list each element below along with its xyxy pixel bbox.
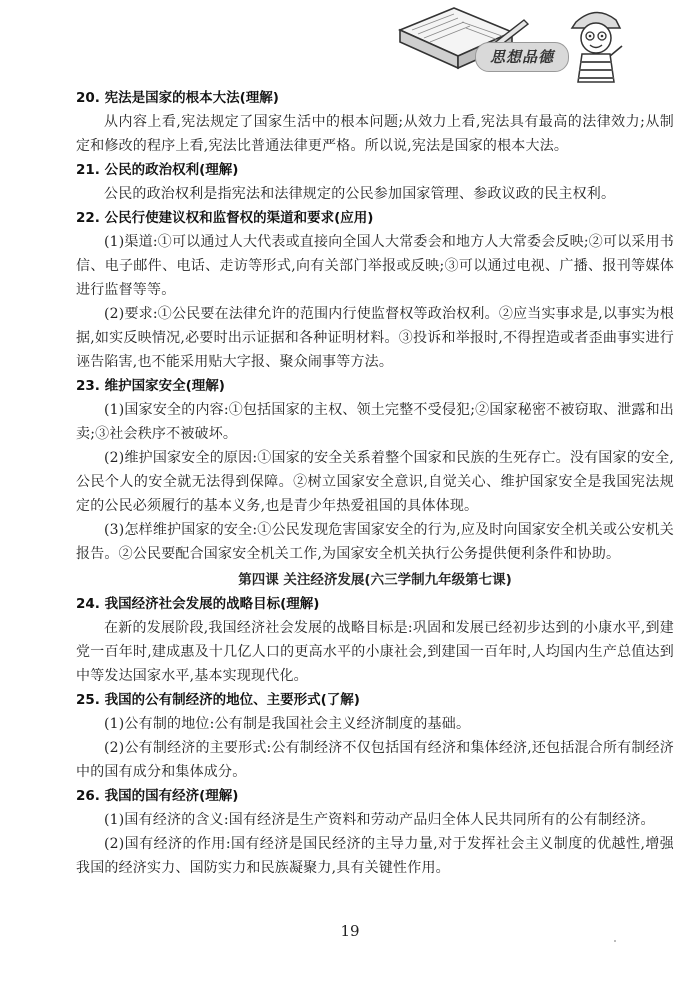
- page-header: [0, 0, 700, 90]
- section-heading: 26. 我国的国有经济(理解): [76, 788, 239, 804]
- page-number: 19: [340, 922, 360, 940]
- paragraph: (2)维护国家安全的原因:①国家的安全关系着整个国家和民族的生死存亡。没有国家的安全,公民个人的安全就无法得到保障。②树立国家安全意识,自觉关心、维护国家安全是我国宪法规定的公民必须履行的基本义务,也是青少年热爱祖国的具体体现。: [76, 450, 674, 514]
- cartoon-boy-illustration: [566, 2, 626, 84]
- paragraph: 公民的政治权利是指宪法和法律规定的公民参加国家管理、参政议政的民主权利。: [104, 186, 616, 202]
- paragraph: (1)国有经济的含义:国有经济是生产资料和劳动产品归全体人民共同所有的公有制经济。: [104, 812, 655, 828]
- decorative-dot: [614, 940, 616, 942]
- lesson-title: 第四课 关注经济发展(六三学制九年级第七课): [238, 572, 512, 588]
- paragraph: (1)公有制的地位:公有制是我国社会主义经济制度的基础。: [104, 716, 471, 732]
- paragraph: (1)渠道:①可以通过人大代表或直接向全国人大常委会和地方人大常委会反映;②可以采用书信、电子邮件、电话、走访等形式,向有关部门举报或反映;③可以通过电视、广播、报刊等媒体进行监督等等。: [76, 234, 674, 298]
- paragraph: (2)公有制经济的主要形式:公有制经济不仅包括国有经济和集体经济,还包括混合所有制经济中的国有成分和集体成分。: [76, 740, 674, 780]
- paragraph: (2)要求:①公民要在法律允许的范围内行使监督权等政治权利。②应当实事求是,以事实为根据,如实反映情况,必要时出示证据和各种证明材料。③投诉和举报时,不得捏造或者歪曲事实进行诬告陷害,也不能采用贴大字报、聚众闹事等方法。: [76, 306, 674, 370]
- section-heading: 25. 我国的公有制经济的地位、主要形式(了解): [76, 692, 360, 708]
- content: [76, 86, 674, 880]
- section-heading: 20. 宪法是国家的根本大法(理解): [76, 90, 279, 106]
- subject-badge: 思想品德: [475, 42, 569, 72]
- section-heading: 21. 公民的政治权利(理解): [76, 162, 239, 178]
- section-heading: 23. 维护国家安全(理解): [76, 378, 225, 394]
- paragraph: (1)国家安全的内容:①包括国家的主权、领土完整不受侵犯;②国家秘密不被窃取、泄露和出卖;③社会秩序不被破坏。: [76, 402, 674, 442]
- paragraph: (2)国有经济的作用:国有经济是国民经济的主导力量,对于发挥社会主义制度的优越性,增强我国的经济实力、国防实力和民族凝聚力,具有关键性作用。: [76, 836, 674, 876]
- section-heading: 22. 公民行使建议权和监督权的渠道和要求(应用): [76, 210, 374, 226]
- paragraph: 从内容上看,宪法规定了国家生活中的根本问题;从效力上看,宪法具有最高的法律效力;从制定和修改的程序上看,宪法比普通法律更严格。所以说,宪法是国家的根本大法。: [76, 114, 674, 154]
- paragraph: 在新的发展阶段,我国经济社会发展的战略目标是:巩固和发展已经初步达到的小康水平,到建党一百年时,建成惠及十几亿人口的更高水平的小康社会,到建国一百年时,人均国内生产总值达到中等发达国家水平,基本实现现代化。: [76, 620, 674, 684]
- section-heading: 24. 我国经济社会发展的战略目标(理解): [76, 596, 320, 612]
- paragraph: (3)怎样维护国家的安全:①公民发现危害国家安全的行为,应及时向国家安全机关或公安机关报告。②公民要配合国家安全机关工作,为国家安全机关执行公务提供便利条件和协助。: [76, 522, 674, 562]
